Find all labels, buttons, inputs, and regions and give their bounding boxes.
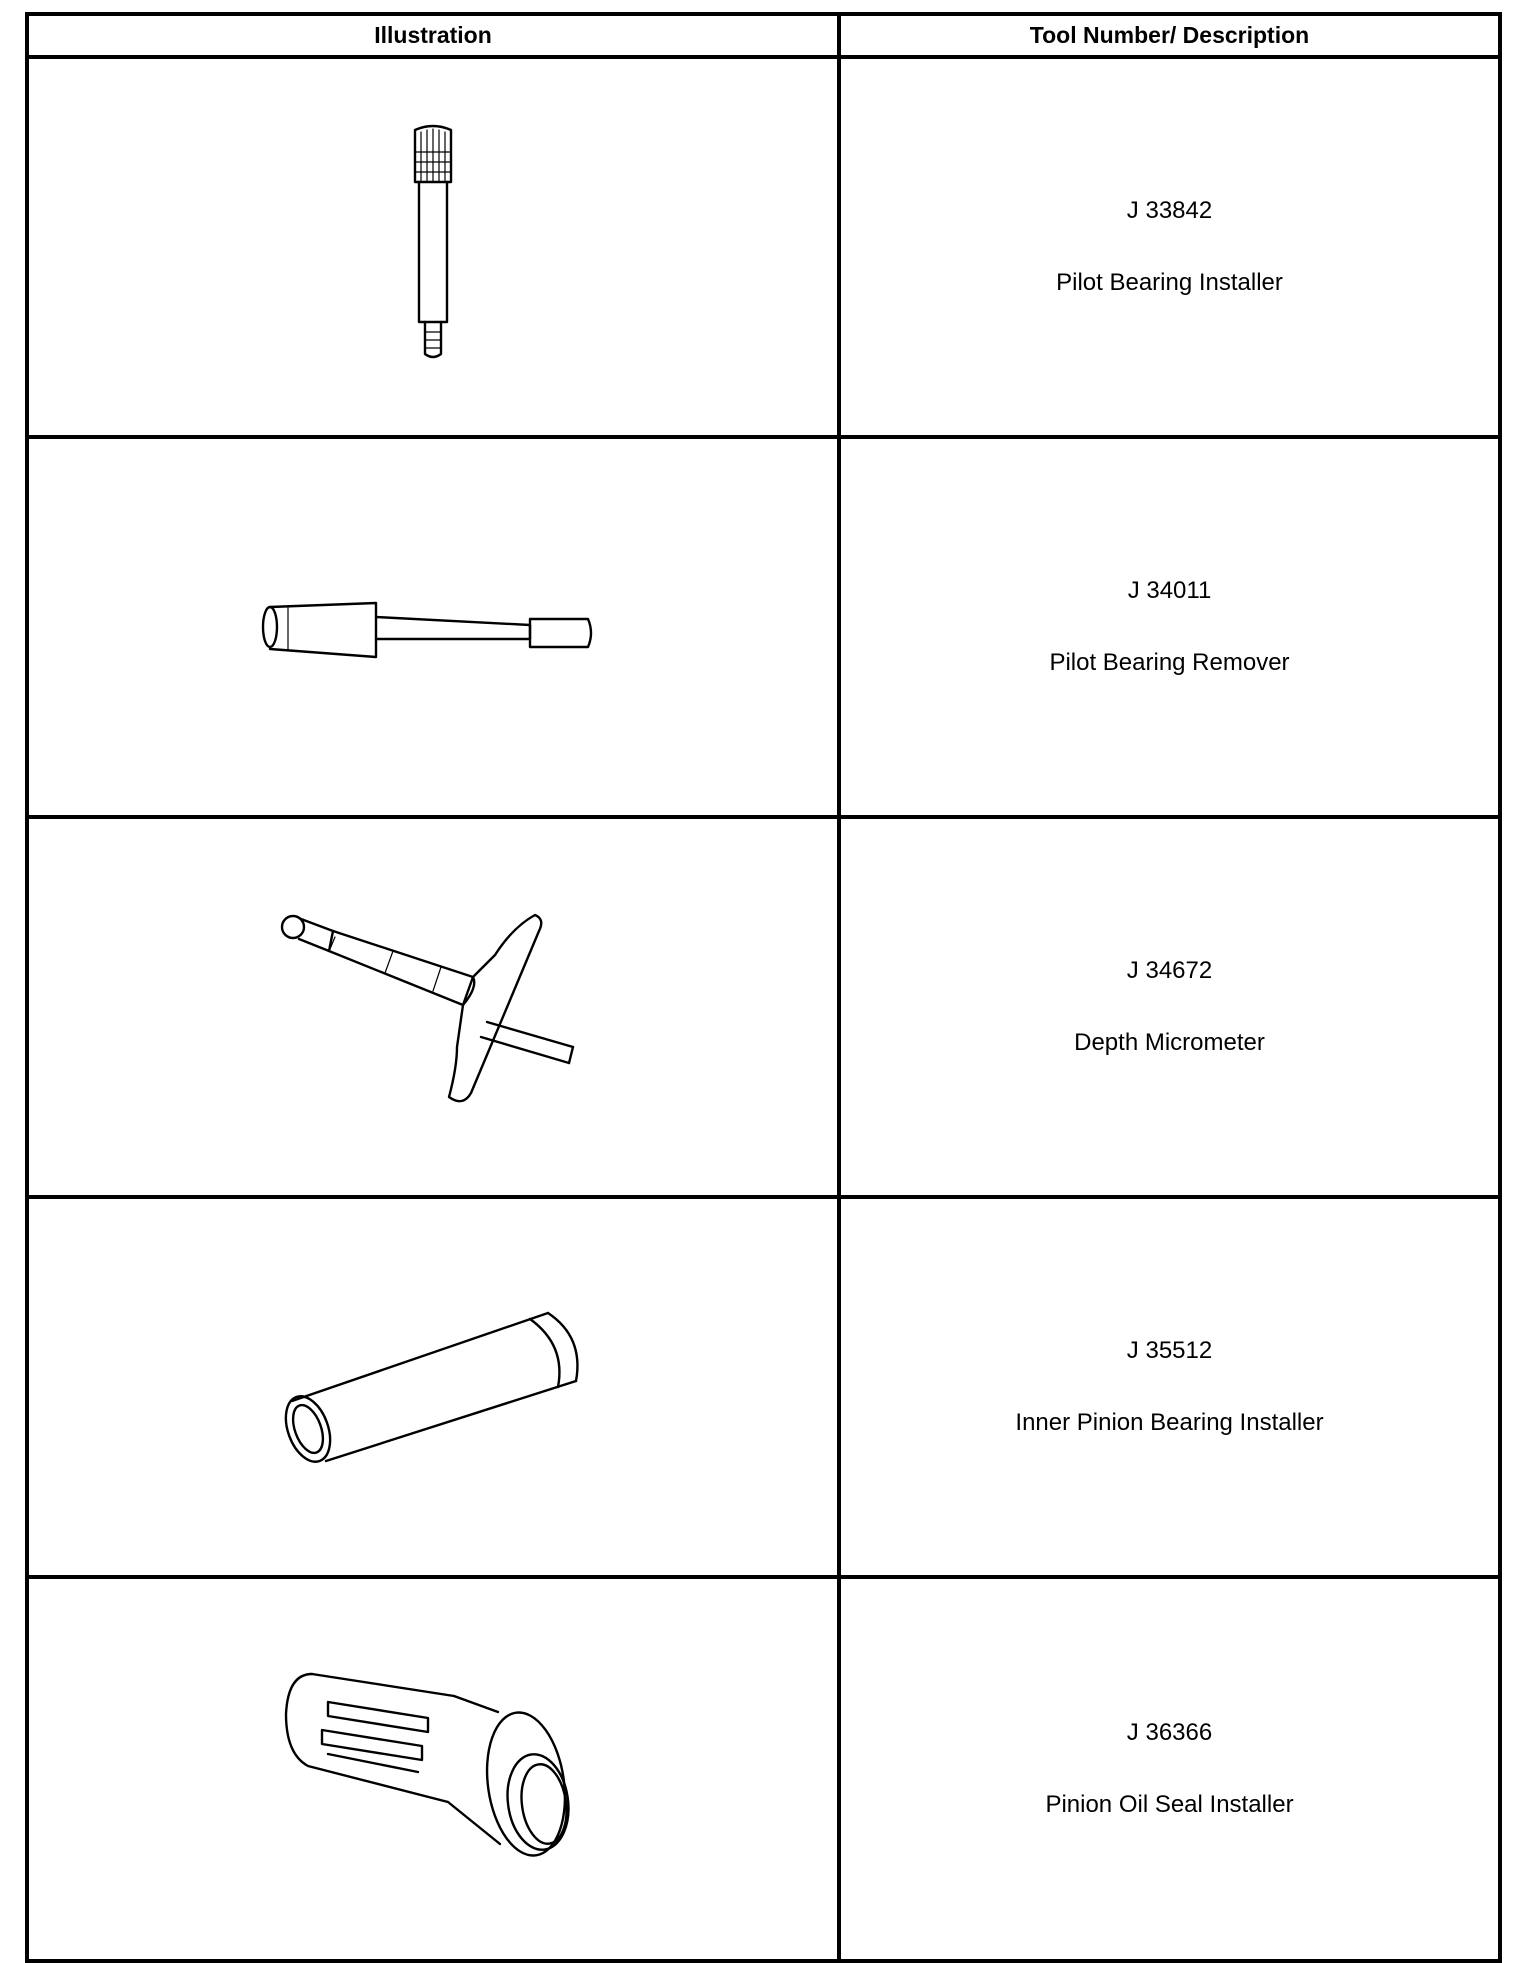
tool-illustration-cell xyxy=(29,819,841,1199)
tool-number: J 35512 xyxy=(1126,1337,1213,1364)
tool-description-cell xyxy=(841,439,1498,819)
tool-number: J 36366 xyxy=(1126,1719,1213,1746)
tool-description-cell xyxy=(841,59,1498,439)
tool-illustration-cell xyxy=(29,1579,841,1959)
tool-description-cell xyxy=(841,1579,1498,1959)
tool-illustration-cell xyxy=(29,59,841,439)
pilot-bearing-installer-icon xyxy=(403,122,463,372)
tool-name: Pilot Bearing Remover xyxy=(1049,649,1290,676)
pilot-bearing-remover-icon xyxy=(258,587,608,667)
tool-number: J 34011 xyxy=(1127,577,1212,604)
pinion-oil-seal-installer-icon xyxy=(268,1654,598,1884)
tool-name: Pinion Oil Seal Installer xyxy=(1045,1791,1294,1818)
tool-description-cell xyxy=(841,819,1498,1199)
description-column-header: Tool Number/ Description xyxy=(841,16,1498,59)
tool-description-cell xyxy=(841,1199,1498,1579)
tool-name: Inner Pinion Bearing Installer xyxy=(1015,1409,1324,1436)
tool-illustration-cell xyxy=(29,439,841,819)
tool-number: J 34672 xyxy=(1126,957,1213,984)
depth-micrometer-icon xyxy=(273,897,593,1117)
tool-number: J 33842 xyxy=(1126,197,1213,224)
tool-name: Pilot Bearing Installer xyxy=(1056,269,1283,296)
tool-illustration-cell xyxy=(29,1199,841,1579)
illustration-column-header: Illustration xyxy=(29,16,841,59)
tool-name: Depth Micrometer xyxy=(1074,1029,1265,1056)
inner-pinion-bearing-installer-icon xyxy=(268,1297,598,1477)
special-tools-table xyxy=(25,12,1502,1963)
